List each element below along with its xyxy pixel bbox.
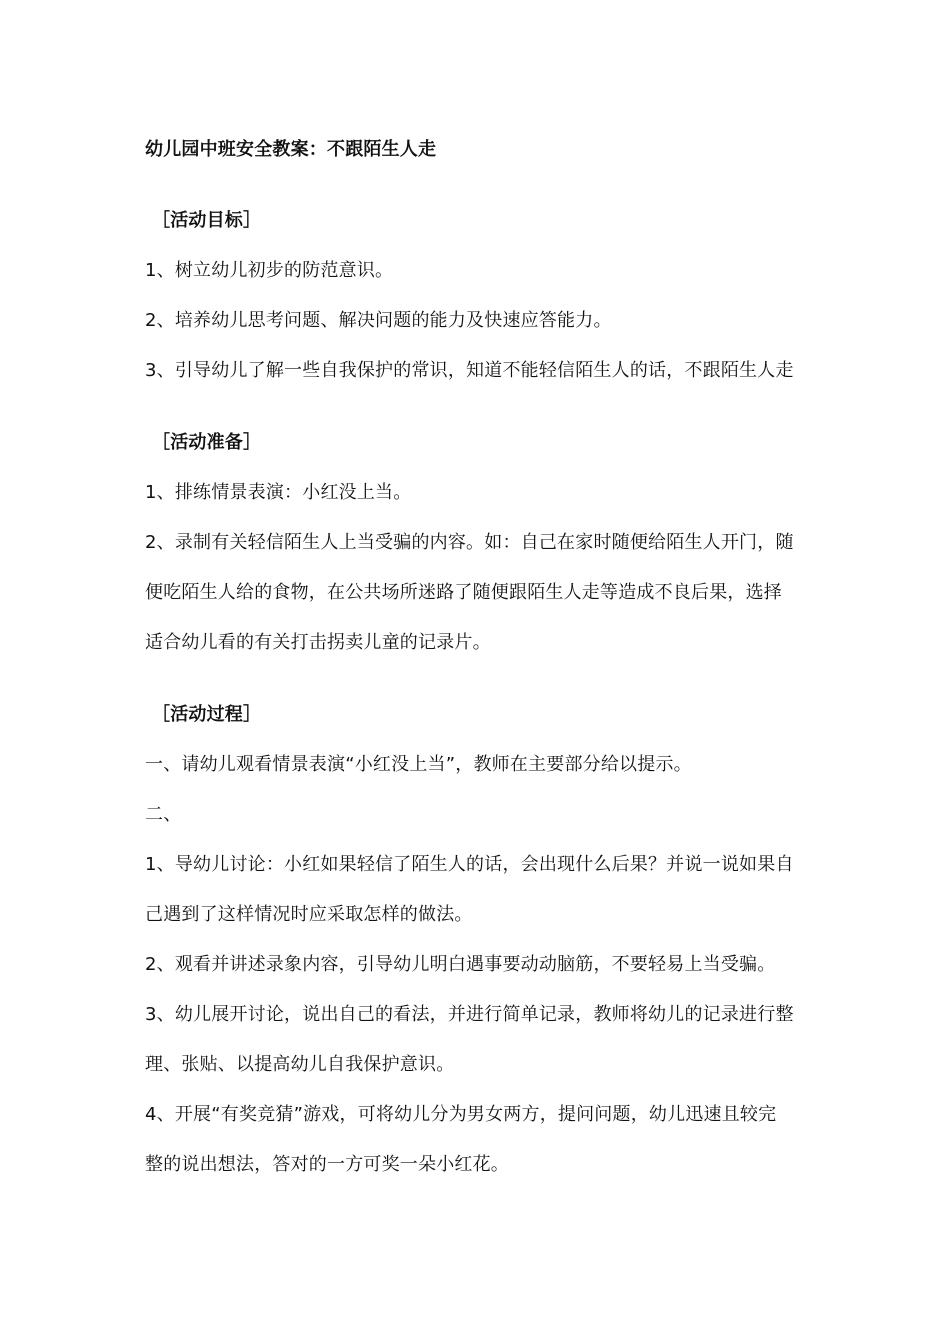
paragraph: 便吃陌生人给的食物，在公共场所迷路了随便跟陌生人走等造成不良后果，选择 (145, 582, 782, 603)
section-heading-goals: ［活动目标］ (152, 210, 262, 231)
paragraph: 己遇到了这样情况时应采取怎样的做法。 (145, 904, 473, 925)
paragraph: 整的说出想法，答对的一方可奖一朵小红花。 (145, 1154, 509, 1175)
paragraph: 2、录制有关轻信陌生人上当受骗的内容。如：自己在家时随便给陌生人开门，随 (145, 532, 794, 553)
section-heading-process: ［活动过程］ (152, 704, 262, 725)
section-heading-preparation: ［活动准备］ (152, 432, 262, 453)
paragraph: 二、 (145, 804, 182, 825)
paragraph: 一、请幼儿观看情景表演“小红没上当”，教师在主要部分给以提示。 (145, 754, 692, 775)
paragraph: 1、排练情景表演：小红没上当。 (145, 482, 412, 503)
paragraph: 4、开展“有奖竞猜”游戏，可将幼儿分为男女两方，提问问题，幼儿迅速且较完 (145, 1104, 777, 1125)
paragraph: 适合幼儿看的有关打击拐卖儿童的记录片。 (145, 632, 491, 653)
paragraph: 2、培养幼儿思考问题、解决问题的能力及快速应答能力。 (145, 310, 612, 331)
paragraph: 1、树立幼儿初步的防范意识。 (145, 260, 394, 281)
paragraph: 2、观看并讲述录象内容，引导幼儿明白遇事要动动脑筋，不要轻易上当受骗。 (145, 954, 776, 975)
paragraph: 3、引导幼儿了解一些自我保护的常识，知道不能轻信陌生人的话，不跟陌生人走 (145, 360, 794, 381)
paragraph: 理、张贴、以提高幼儿自我保护意识。 (145, 1054, 455, 1075)
document-title: 幼儿园中班安全教案：不跟陌生人走 (145, 139, 437, 160)
paragraph: 1、导幼儿讨论：小红如果轻信了陌生人的话，会出现什么后果？并说一说如果自 (145, 854, 794, 875)
paragraph: 3、幼儿展开讨论，说出自己的看法，并进行简单记录，教师将幼儿的记录进行整 (145, 1004, 794, 1025)
